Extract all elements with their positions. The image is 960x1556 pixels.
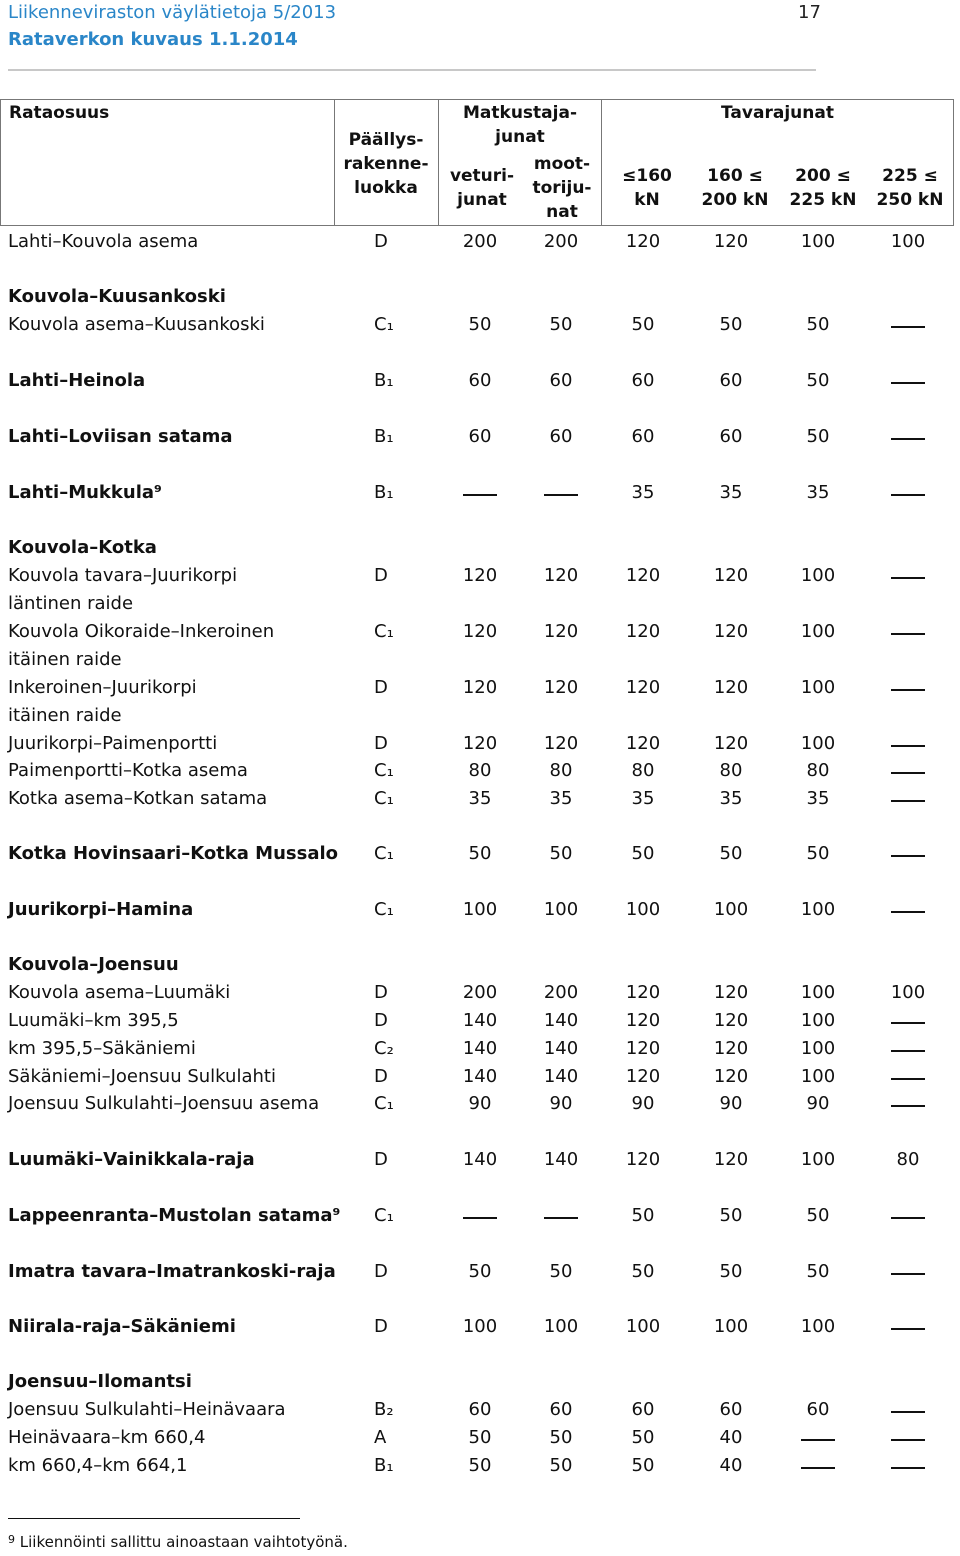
value-cell: 50 [468, 1261, 492, 1282]
value-cell: 140 [543, 1066, 579, 1087]
row-class: C₁ [374, 760, 394, 781]
value-cell: 50 [806, 1261, 830, 1282]
value-dash [891, 382, 925, 384]
value-cell: 35 [468, 788, 492, 809]
value-cell: 120 [625, 733, 661, 754]
row-class: D [374, 231, 388, 252]
value-cell: 120 [713, 982, 749, 1003]
value-cell: 200 [462, 982, 498, 1003]
footnote [8, 1533, 348, 1551]
value-cell: 140 [543, 1149, 579, 1170]
value-dash [891, 855, 925, 857]
row-label: Lahti–Heinola [8, 370, 146, 391]
value-cell: 90 [468, 1093, 492, 1114]
row-label: Juurikorpi–Paimenportti [8, 733, 218, 754]
value-cell: 60 [719, 1399, 743, 1420]
row-label: Kotka asema–Kotkan satama [8, 788, 268, 809]
value-cell: 80 [468, 760, 492, 781]
row-label: Kouvola–Joensuu [8, 954, 179, 975]
value-dash [891, 438, 925, 440]
row-class: D [374, 982, 388, 1003]
value-cell: 100 [890, 982, 926, 1003]
footnote-rule [8, 1518, 300, 1519]
value-cell: 35 [719, 482, 743, 503]
value-cell: 50 [806, 843, 830, 864]
value-dash [891, 326, 925, 328]
value-cell: 100 [800, 621, 836, 642]
value-cell: 50 [631, 1455, 655, 1476]
value-cell: 140 [462, 1066, 498, 1087]
value-cell: 120 [625, 621, 661, 642]
value-cell: 100 [713, 899, 749, 920]
value-cell: 200 [543, 231, 579, 252]
row-label: Kouvola asema–Luumäki [8, 982, 231, 1003]
row-class: B₁ [374, 1455, 394, 1476]
value-cell: 200 [543, 982, 579, 1003]
footnote-mark: 9 [8, 1533, 15, 1546]
value-dash [891, 633, 925, 635]
row-class: B₁ [374, 482, 394, 503]
value-cell: 120 [713, 1149, 749, 1170]
row-label: Kouvola–Kotka [8, 537, 157, 558]
value-cell: 120 [625, 1038, 661, 1059]
row-class: B₂ [374, 1399, 394, 1420]
value-cell: 60 [549, 1399, 573, 1420]
value-dash [891, 1105, 925, 1107]
value-cell: 100 [800, 231, 836, 252]
value-cell: 120 [625, 1149, 661, 1170]
row-class: D [374, 1149, 388, 1170]
value-cell: 100 [543, 899, 579, 920]
value-cell: 120 [713, 565, 749, 586]
value-cell: 35 [549, 788, 573, 809]
value-cell: 80 [896, 1149, 920, 1170]
value-cell: 50 [806, 426, 830, 447]
header-tavara-225: 200 ≤ 225 kN [789, 166, 857, 210]
row-class: D [374, 1066, 388, 1087]
row-class: D [374, 565, 388, 586]
row-label: Inkeroinen–Juurikorpi [8, 677, 197, 698]
value-cell: 120 [462, 621, 498, 642]
value-cell: 120 [543, 677, 579, 698]
value-cell: 60 [468, 370, 492, 391]
row-label: Paimenportti–Kotka asema [8, 760, 248, 781]
value-cell: 120 [713, 1038, 749, 1059]
value-cell: 40 [719, 1427, 743, 1448]
row-class: C₁ [374, 1205, 394, 1226]
value-dash [891, 1022, 925, 1024]
header-rule [8, 69, 816, 71]
value-cell: 100 [890, 231, 926, 252]
row-class: C₂ [374, 1038, 394, 1059]
row-class: C₁ [374, 843, 394, 864]
row-label: km 395,5–Säkäniemi [8, 1038, 196, 1059]
value-cell: 120 [625, 565, 661, 586]
document-subtitle: Rataverkon kuvaus 1.1.2014 [8, 29, 298, 50]
value-dash [891, 1050, 925, 1052]
value-dash [891, 1273, 925, 1275]
value-dash [463, 494, 497, 496]
value-cell: 100 [625, 1316, 661, 1337]
row-label: Joensuu–Ilomantsi [8, 1371, 192, 1392]
row-label: Joensuu Sulkulahti–Heinävaara [8, 1399, 286, 1420]
value-cell: 50 [806, 314, 830, 335]
header-paallysrakenneluokka: Päällys- rakenne- luokka [343, 130, 429, 198]
row-class: C₁ [374, 314, 394, 335]
value-cell: 100 [462, 899, 498, 920]
value-cell: 50 [468, 1427, 492, 1448]
row-class: C₁ [374, 788, 394, 809]
value-cell: 35 [806, 482, 830, 503]
value-cell: 120 [713, 733, 749, 754]
header-tavarajunat: Tavarajunat [721, 103, 834, 123]
value-cell: 100 [800, 1066, 836, 1087]
row-label: Kouvola tavara–Juurikorpi [8, 565, 238, 586]
value-cell: 35 [806, 788, 830, 809]
row-class: D [374, 1261, 388, 1282]
row-label: Lahti–Kouvola asema [8, 231, 199, 252]
header-tavara-160: ≤160 kN [622, 166, 672, 210]
header-rataosuus: Rataosuus [9, 103, 110, 123]
value-cell: 90 [806, 1093, 830, 1114]
value-cell: 140 [462, 1038, 498, 1059]
row-label: Joensuu Sulkulahti–Joensuu asema [8, 1093, 320, 1114]
value-cell: 100 [800, 677, 836, 698]
value-cell: 50 [631, 1427, 655, 1448]
value-cell: 60 [549, 370, 573, 391]
value-cell: 90 [631, 1093, 655, 1114]
value-cell: 120 [625, 982, 661, 1003]
row-class: D [374, 1010, 388, 1031]
value-cell: 50 [549, 1427, 573, 1448]
value-dash [891, 911, 925, 913]
value-cell: 50 [468, 314, 492, 335]
value-cell: 50 [806, 1205, 830, 1226]
value-cell: 60 [806, 1399, 830, 1420]
value-cell: 120 [713, 677, 749, 698]
header-moottorijunat: moot- toriju- nat [532, 154, 592, 222]
value-cell: 60 [549, 426, 573, 447]
row-label: itäinen raide [8, 649, 122, 670]
value-cell: 80 [549, 760, 573, 781]
value-dash [891, 1217, 925, 1219]
header-tavara-200: 160 ≤ 200 kN [701, 166, 769, 210]
value-cell: 50 [549, 1455, 573, 1476]
value-cell: 120 [625, 1066, 661, 1087]
value-cell: 120 [462, 733, 498, 754]
value-cell: 200 [462, 231, 498, 252]
row-label: Kouvola Oikoraide–Inkeroinen [8, 621, 275, 642]
value-cell: 35 [631, 482, 655, 503]
value-cell: 140 [462, 1010, 498, 1031]
row-class: D [374, 1316, 388, 1337]
value-cell: 120 [462, 565, 498, 586]
value-cell: 60 [468, 426, 492, 447]
value-dash [891, 745, 925, 747]
value-cell: 140 [462, 1149, 498, 1170]
value-cell: 120 [713, 231, 749, 252]
value-cell: 50 [468, 843, 492, 864]
value-cell: 140 [543, 1010, 579, 1031]
header-veturijunat: veturi- junat [449, 166, 515, 210]
value-dash [891, 772, 925, 774]
value-cell: 40 [719, 1455, 743, 1476]
row-class: C₁ [374, 899, 394, 920]
row-class: C₁ [374, 1093, 394, 1114]
row-class: A [374, 1427, 387, 1448]
row-label: Juurikorpi–Hamina [8, 899, 194, 920]
row-label: Luumäki–km 395,5 [8, 1010, 179, 1031]
value-dash [891, 1467, 925, 1469]
value-cell: 50 [719, 1261, 743, 1282]
value-dash [891, 494, 925, 496]
row-label: Kouvola–Kuusankoski [8, 286, 226, 307]
row-label: Säkäniemi–Joensuu Sulkulahti [8, 1066, 276, 1087]
value-cell: 120 [625, 231, 661, 252]
row-label: Lappeenranta–Mustolan satama⁹ [8, 1205, 341, 1226]
row-label: Lahti–Mukkula⁹ [8, 482, 162, 503]
value-cell: 60 [631, 426, 655, 447]
value-cell: 120 [543, 733, 579, 754]
value-dash [891, 1439, 925, 1441]
footnote-text: Liikennöinti sallittu ainoastaan vaihtotyönä. [19, 1533, 348, 1551]
value-cell: 120 [625, 1010, 661, 1031]
value-cell: 90 [719, 1093, 743, 1114]
page-number: 17 [798, 2, 821, 23]
value-cell: 100 [800, 982, 836, 1003]
value-cell: 60 [468, 1399, 492, 1420]
row-class: B₁ [374, 426, 394, 447]
value-cell: 120 [543, 565, 579, 586]
value-cell: 80 [719, 760, 743, 781]
value-cell: 50 [631, 843, 655, 864]
row-label: Luumäki–Vainikkala-raja [8, 1149, 255, 1170]
value-cell: 100 [800, 1010, 836, 1031]
value-cell: 50 [719, 314, 743, 335]
value-cell: 120 [713, 1066, 749, 1087]
value-dash [891, 577, 925, 579]
value-cell: 100 [800, 565, 836, 586]
value-cell: 50 [719, 843, 743, 864]
value-cell: 100 [462, 1316, 498, 1337]
value-cell: 120 [625, 677, 661, 698]
value-cell: 90 [549, 1093, 573, 1114]
value-dash [891, 1328, 925, 1330]
value-cell: 50 [719, 1205, 743, 1226]
value-cell: 100 [625, 899, 661, 920]
value-dash [891, 1078, 925, 1080]
value-cell: 120 [543, 621, 579, 642]
row-label: itäinen raide [8, 705, 122, 726]
header-bottom-rule [0, 225, 954, 226]
row-label: Imatra tavara–Imatrankoski-raja [8, 1261, 336, 1282]
value-cell: 50 [549, 843, 573, 864]
value-cell: 120 [713, 1010, 749, 1031]
value-cell: 80 [806, 760, 830, 781]
row-class: D [374, 677, 388, 698]
row-label: Niirala-raja–Säkäniemi [8, 1316, 236, 1337]
value-cell: 60 [631, 1399, 655, 1420]
value-cell: 80 [631, 760, 655, 781]
value-cell: 35 [631, 788, 655, 809]
header-tavara-250: 225 ≤ 250 kN [876, 166, 944, 210]
value-cell: 50 [631, 1205, 655, 1226]
row-label: Kouvola asema–Kuusankoski [8, 314, 265, 335]
value-cell: 60 [631, 370, 655, 391]
row-label: Lahti–Loviisan satama [8, 426, 233, 447]
value-cell: 60 [719, 426, 743, 447]
value-dash [891, 800, 925, 802]
row-label: Kotka Hovinsaari–Kotka Mussalo [8, 843, 339, 864]
value-cell: 100 [800, 733, 836, 754]
value-dash [891, 1411, 925, 1413]
row-label: läntinen raide [8, 593, 134, 614]
value-cell: 50 [549, 1261, 573, 1282]
value-cell: 35 [719, 788, 743, 809]
header-matkustajajunat: Matkustaja- junat [463, 103, 577, 147]
value-cell: 120 [462, 677, 498, 698]
row-class: C₁ [374, 621, 394, 642]
value-dash [544, 494, 578, 496]
value-cell: 50 [631, 314, 655, 335]
value-dash [891, 689, 925, 691]
value-cell: 60 [719, 370, 743, 391]
value-cell: 100 [800, 1316, 836, 1337]
value-cell: 100 [800, 1038, 836, 1059]
value-dash [801, 1439, 835, 1441]
row-class: D [374, 733, 388, 754]
value-dash [463, 1217, 497, 1219]
value-cell: 50 [631, 1261, 655, 1282]
value-dash [801, 1467, 835, 1469]
row-class: B₁ [374, 370, 394, 391]
publication-title: Liikenneviraston väylätietoja 5/2013 [8, 2, 337, 23]
value-dash [544, 1217, 578, 1219]
value-cell: 50 [549, 314, 573, 335]
value-cell: 120 [713, 621, 749, 642]
value-cell: 100 [713, 1316, 749, 1337]
value-cell: 100 [800, 1149, 836, 1170]
row-label: km 660,4–km 664,1 [8, 1455, 188, 1476]
value-cell: 50 [806, 370, 830, 391]
value-cell: 140 [543, 1038, 579, 1059]
row-label: Heinävaara–km 660,4 [8, 1427, 206, 1448]
value-cell: 100 [800, 899, 836, 920]
value-cell: 100 [543, 1316, 579, 1337]
value-cell: 50 [468, 1455, 492, 1476]
